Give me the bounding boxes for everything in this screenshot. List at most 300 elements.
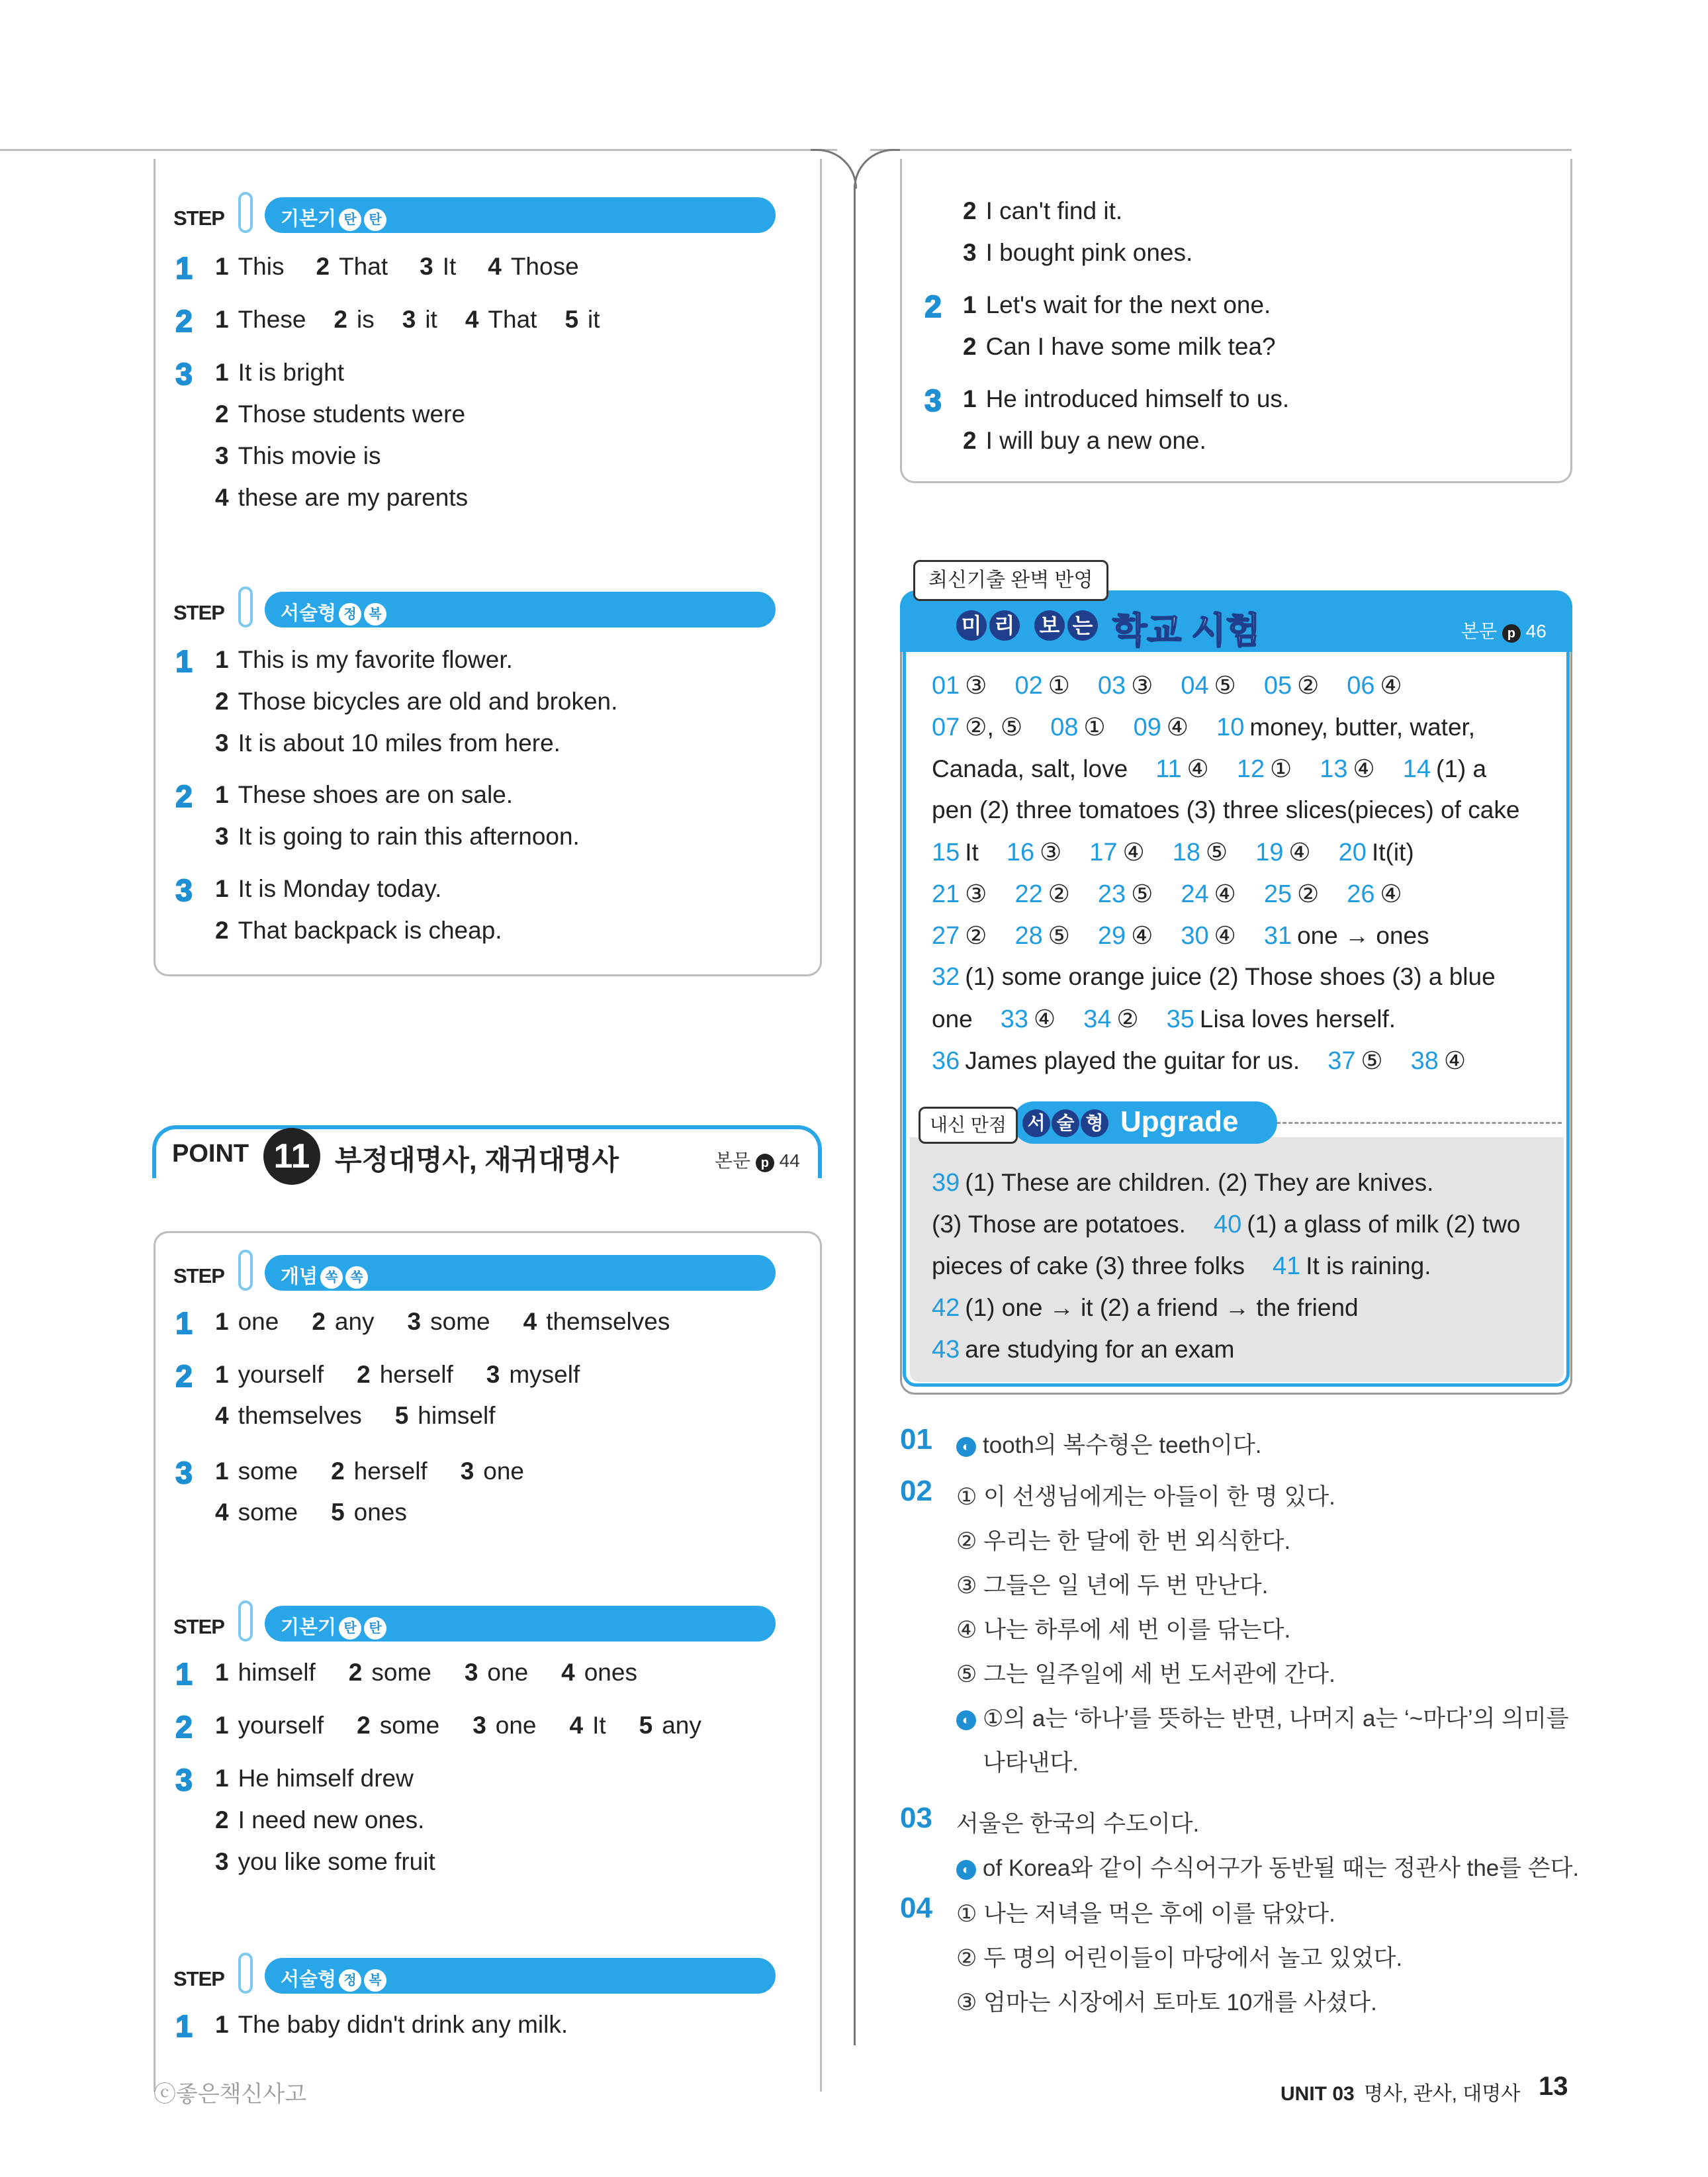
question-number: 02	[1014, 672, 1043, 700]
tip-icon: ◐	[956, 1437, 976, 1457]
answer-text: himself	[238, 1659, 316, 1686]
answer-value: (1) a glass of milk (2) two	[1247, 1211, 1521, 1238]
answer-text: He introduced himself to us.	[985, 385, 1290, 412]
tip-icon: ◐	[956, 1710, 976, 1730]
answer-cell	[932, 1047, 1300, 1074]
question-number: 39	[932, 1169, 960, 1197]
question-number: 11	[1155, 755, 1182, 783]
answer-row	[963, 197, 1151, 225]
answer-cell	[1014, 922, 1069, 949]
answer-row	[215, 1499, 440, 1526]
step-label: STEP	[173, 601, 224, 624]
explanation-text: ④ 나는 하루에 세 번 이를 닦는다.	[956, 1617, 1291, 1643]
answer-item	[215, 1458, 298, 1485]
question-number: 21	[932, 880, 960, 908]
answer-value: It is raining.	[1306, 1252, 1431, 1279]
answer-text: Let's wait for the next one.	[985, 291, 1271, 318]
answer-value: ①	[1048, 672, 1070, 699]
answer-value: ④	[1214, 880, 1236, 907]
answer-value: (1) These are children. (2) They are knives.	[965, 1169, 1434, 1196]
answer-text: themselves	[238, 1402, 362, 1429]
step-bar	[265, 592, 776, 627]
answer-cell	[1339, 839, 1414, 866]
answer-item	[963, 385, 1289, 412]
answer-text: one	[483, 1458, 525, 1485]
spine-curve-right	[854, 149, 900, 189]
answer-item	[215, 1765, 414, 1792]
answer-row	[215, 306, 628, 334]
question-number-badge: 2	[924, 289, 942, 324]
answer-number: 3	[472, 1712, 486, 1739]
answer-number: 3	[402, 306, 416, 333]
question-number: 38	[1410, 1047, 1439, 1075]
answer-value: ④	[1034, 1005, 1056, 1033]
answer-text: It is going to rain this afternoon.	[238, 823, 580, 850]
answer-text: That	[339, 253, 388, 280]
answer-text: some	[379, 1712, 440, 1739]
answer-text: The baby didn't drink any milk.	[238, 2011, 568, 2038]
answer-item	[357, 1361, 453, 1388]
answer-item	[486, 1361, 580, 1388]
step-title-badge: 정	[339, 603, 361, 625]
answer-text: Those students were	[238, 400, 466, 428]
answer-number: 5	[564, 306, 579, 333]
answer-number: 4	[488, 253, 502, 280]
answer-cell	[1214, 1211, 1521, 1238]
answer-number: 2	[215, 917, 229, 944]
answer-cell	[932, 796, 1519, 823]
answer-number: 1	[215, 1458, 229, 1485]
answer-cell	[1347, 672, 1402, 699]
answer-value: ③	[965, 672, 987, 699]
answer-row	[215, 823, 609, 851]
answer-item	[465, 306, 537, 333]
answer-line	[932, 796, 1547, 824]
step-title	[281, 598, 386, 625]
step-header	[173, 592, 777, 629]
answer-number: 4	[561, 1659, 575, 1686]
answer-number: 4	[215, 484, 229, 511]
explanation-line	[956, 1479, 1335, 1512]
answer-number: 1	[963, 291, 977, 318]
answer-row	[963, 385, 1318, 413]
answer-text: yourself	[238, 1712, 324, 1739]
question-number: 09	[1133, 714, 1161, 741]
spine-line	[854, 185, 856, 2045]
answer-value: ⑤	[1131, 880, 1153, 907]
answer-item	[215, 729, 561, 757]
page-ref-icon: p	[1502, 624, 1521, 643]
question-number: 34	[1083, 1005, 1112, 1033]
point-number: 11	[263, 1128, 320, 1185]
question-number: 18	[1172, 839, 1201, 866]
answer-text: I will buy a new one.	[985, 427, 1206, 454]
point-ref-page: 44	[779, 1150, 800, 1171]
step-header	[173, 1958, 777, 1995]
answer-cell	[1347, 880, 1402, 907]
answer-value: (1) a	[1436, 755, 1487, 782]
answer-item	[215, 1659, 316, 1686]
question-number-badge: 1	[175, 251, 193, 285]
question-number: 26	[1347, 880, 1375, 908]
answer-value: ②, ⑤	[965, 714, 1023, 741]
answer-item	[215, 823, 580, 850]
answer-line	[932, 1294, 1386, 1322]
answer-cell	[932, 1005, 973, 1033]
answer-number: 3	[486, 1361, 500, 1388]
answer-line	[932, 921, 1457, 950]
answer-cell	[1014, 672, 1069, 699]
point-title: 부정대명사, 재귀대명사	[335, 1144, 619, 1176]
answer-value: ④	[1443, 1047, 1466, 1074]
answer-value: (1) some orange juice (2) Those shoes (3) a blue	[965, 963, 1496, 990]
answer-number: 3	[420, 253, 433, 280]
question-number: 06	[1347, 672, 1375, 700]
answer-item	[215, 1308, 279, 1335]
explanation-line	[956, 1567, 1268, 1600]
explanation-text: ① 이 선생님에게는 아들이 한 명 있다.	[956, 1484, 1335, 1510]
answer-line	[932, 963, 1523, 992]
answer-number: 1	[215, 306, 229, 333]
answer-value: pen (2) three tomatoes (3) three slices(pieces) of cake	[932, 796, 1520, 823]
answer-cell	[1273, 1252, 1431, 1279]
point-banner	[152, 1125, 822, 1183]
question-number: 23	[1097, 880, 1126, 908]
answer-text: He himself drew	[238, 1765, 414, 1792]
answer-text: This is my favorite flower.	[238, 646, 513, 673]
answer-row	[215, 688, 647, 716]
answer-number: 1	[215, 253, 229, 280]
step-title	[281, 1965, 386, 1992]
answer-cell	[1411, 1047, 1466, 1074]
answer-text: these are my parents	[238, 484, 469, 511]
question-number: 05	[1263, 672, 1292, 700]
answer-line	[932, 1211, 1549, 1239]
answer-item	[215, 442, 381, 469]
answer-item	[215, 917, 502, 944]
answer-number: 2	[348, 1659, 363, 1686]
answer-value: ④	[1122, 839, 1145, 866]
footer-unit	[1281, 2077, 1520, 2106]
answer-text: any	[334, 1308, 375, 1335]
answer-item	[312, 1308, 374, 1335]
step-header	[173, 197, 777, 234]
answer-item	[215, 1712, 324, 1739]
question-number: 08	[1050, 714, 1079, 741]
exam-tag	[913, 560, 1108, 601]
question-number: 16	[1006, 839, 1035, 866]
answer-cell	[1007, 839, 1061, 866]
explanation-line	[956, 1427, 1262, 1460]
explanation-line	[956, 1940, 1402, 1973]
answer-text: It is bright	[238, 359, 344, 386]
answer-row	[215, 917, 531, 945]
answer-number: 2	[215, 688, 229, 715]
answer-item	[215, 781, 513, 808]
answer-text: This	[238, 253, 285, 280]
answer-number: 5	[639, 1712, 653, 1739]
answer-value: ②	[1048, 880, 1070, 907]
step-bar	[265, 1606, 776, 1642]
explanation-text: ① 나는 저녁을 먹은 후에 이를 닦았다.	[956, 1901, 1335, 1927]
answer-item	[331, 1458, 427, 1485]
answer-item	[215, 306, 306, 333]
answer-item	[215, 253, 284, 280]
step-title-text: 기본기	[281, 208, 337, 230]
answer-number: 2	[963, 197, 977, 224]
answer-item	[215, 1361, 324, 1388]
answer-value: James played the guitar for us.	[965, 1047, 1300, 1074]
question-number-badge: 2	[175, 1359, 193, 1393]
answer-number: 1	[215, 1308, 229, 1335]
answer-value: ⑤	[1361, 1047, 1383, 1074]
step-label: STEP	[173, 1967, 224, 1990]
answer-cell	[1098, 922, 1153, 949]
answer-row	[963, 291, 1300, 319]
answer-cell	[932, 1336, 1235, 1363]
answer-cell	[1089, 839, 1144, 866]
upgrade-char-badge: 서	[1022, 1109, 1050, 1137]
answer-cell	[1181, 880, 1236, 907]
explanation-line	[956, 1850, 1579, 1883]
question-number-badge: 2	[175, 779, 193, 813]
answer-cell	[1264, 880, 1319, 907]
step-header	[173, 1255, 777, 1292]
step-label: STEP	[173, 207, 224, 230]
question-number-badge: 2	[175, 304, 193, 338]
answer-row	[215, 1361, 613, 1389]
question-number-badge: 1	[175, 2009, 193, 2043]
answer-number: 1	[215, 359, 229, 386]
answer-value: ④	[1380, 672, 1402, 699]
answer-item	[215, 688, 617, 715]
explanation-number: 03	[900, 1802, 932, 1834]
question-number: 31	[1263, 922, 1292, 950]
answer-line	[932, 1252, 1459, 1281]
answer-cell	[932, 755, 1128, 782]
question-number: 15	[932, 839, 960, 866]
exam-title	[956, 596, 1261, 655]
answer-row	[215, 2011, 597, 2039]
question-number: 41	[1273, 1252, 1301, 1280]
answer-item	[349, 1659, 431, 1686]
answer-number: 1	[215, 2011, 229, 2038]
step-title-badge: 탄	[364, 208, 386, 231]
answer-item	[316, 253, 388, 280]
answer-text: That backpack is cheap.	[238, 917, 502, 944]
tip-icon: ◐	[956, 1860, 976, 1880]
answer-item	[215, 1806, 424, 1833]
answer-text: It	[592, 1712, 606, 1739]
upgrade-char-badge: 술	[1052, 1109, 1079, 1137]
question-number: 22	[1014, 880, 1043, 908]
answer-cell	[932, 672, 987, 699]
answer-cell	[1155, 755, 1209, 782]
answer-item	[963, 291, 1271, 318]
answer-number: 4	[569, 1712, 584, 1739]
answer-text: it	[425, 306, 437, 333]
answer-cell	[1216, 714, 1475, 741]
point-ref	[715, 1146, 800, 1173]
question-number: 20	[1338, 839, 1367, 866]
answer-row	[215, 781, 542, 809]
answer-value: Canada, salt, love	[932, 755, 1128, 782]
answer-item	[523, 1308, 670, 1335]
question-number-badge: 1	[175, 644, 193, 678]
answer-row	[215, 646, 542, 674]
explanation-line	[956, 1523, 1290, 1556]
answer-cell	[1134, 714, 1189, 741]
answer-value: ④	[1353, 755, 1375, 782]
title-char-badge: 리	[989, 610, 1020, 641]
explanation-line	[956, 1896, 1335, 1929]
answer-row	[215, 1712, 735, 1739]
answer-cell	[932, 922, 987, 949]
answer-number: 5	[331, 1499, 345, 1526]
question-number: 10	[1216, 714, 1245, 741]
explanation-text: ①의 a는 ‘하나’를 뜻하는 반면, 나머지 a는 ‘~마다’의 의미를	[983, 1706, 1569, 1732]
step-bar	[265, 1255, 776, 1291]
step-title-text: 기본기	[281, 1617, 337, 1638]
answer-item	[963, 333, 1276, 360]
answer-item	[402, 306, 437, 333]
answer-value: ④	[1131, 922, 1153, 949]
answer-text: ones	[584, 1659, 637, 1686]
answer-row	[215, 1458, 557, 1485]
answer-text: These	[238, 306, 306, 333]
exam-ref-page: 46	[1525, 621, 1547, 641]
answer-row	[215, 1659, 670, 1687]
answer-text: It is about 10 miles from here.	[238, 729, 561, 757]
answer-text: some	[371, 1659, 431, 1686]
answer-value: ②	[1297, 672, 1320, 699]
answer-cell	[1173, 839, 1228, 866]
step-header	[173, 1606, 777, 1643]
point-label: POINT	[172, 1140, 249, 1168]
answer-value: ⑤	[1048, 922, 1070, 949]
answer-text: herself	[353, 1458, 427, 1485]
answer-line	[932, 880, 1430, 909]
answer-number: 2	[331, 1458, 345, 1485]
answer-item	[215, 1402, 362, 1429]
answer-item	[570, 1712, 606, 1739]
answer-text: Can I have some milk tea?	[985, 333, 1276, 360]
answer-value: (3) Those are potatoes.	[932, 1211, 1186, 1238]
answer-number: 4	[215, 1402, 229, 1429]
answer-text: is	[357, 306, 375, 333]
answer-item	[408, 1308, 490, 1335]
explanation-text: ⑤ 그는 일주일에 세 번 도서관에 간다.	[956, 1661, 1335, 1687]
answer-number: 3	[215, 1848, 229, 1875]
paperclip-icon	[238, 1953, 253, 1994]
answer-number: 1	[215, 1361, 229, 1388]
question-number: 24	[1181, 880, 1209, 908]
question-number: 03	[1097, 672, 1126, 700]
answer-value: one	[932, 1005, 973, 1033]
question-number: 32	[932, 963, 960, 991]
footer-publisher: ⓒ좋은책신사고	[154, 2082, 307, 2107]
answer-text: any	[662, 1712, 701, 1739]
answer-number: 3	[460, 1458, 474, 1485]
question-number-badge: 2	[175, 1710, 193, 1744]
question-number: 13	[1320, 755, 1348, 783]
answer-item	[357, 1712, 439, 1739]
answer-number: 4	[215, 1499, 229, 1526]
answer-text: It is Monday today.	[238, 875, 442, 902]
answer-text: I need new ones.	[238, 1806, 425, 1833]
explanation-text: ③ 그들은 일 년에 두 번 만난다.	[956, 1573, 1269, 1598]
answer-text: it	[588, 306, 600, 333]
answer-value: ④	[1187, 755, 1209, 782]
answer-row	[215, 875, 471, 903]
answer-row	[215, 359, 373, 387]
answer-cell	[1050, 714, 1105, 741]
answer-item	[963, 427, 1206, 454]
answer-number: 1	[215, 875, 229, 902]
answer-cell	[932, 714, 1022, 741]
step-title-badge: 탄	[364, 1617, 386, 1640]
answer-item	[963, 197, 1122, 224]
question-number-badge: 3	[175, 1456, 193, 1490]
explanation-text: tooth의 복수형은 teeth이다.	[983, 1432, 1262, 1458]
step-title-text: 서술형	[281, 1969, 337, 1990]
answer-cell	[1001, 1005, 1056, 1033]
answer-row	[215, 729, 590, 757]
footer-unit-label: UNIT 03	[1281, 2083, 1355, 2105]
step-title-badge: 정	[339, 1969, 361, 1992]
answer-number: 1	[215, 781, 229, 808]
question-number: 33	[1000, 1005, 1029, 1033]
answer-number: 2	[215, 1806, 229, 1833]
question-number: 37	[1327, 1047, 1356, 1075]
question-number-badge: 3	[175, 357, 193, 391]
exam-title-text: 학교 시험	[1112, 611, 1261, 651]
answer-row	[963, 239, 1222, 267]
answer-text: This movie is	[238, 442, 381, 469]
point-ref-label: 본문	[715, 1150, 751, 1171]
answer-text: That	[488, 306, 537, 333]
upgrade-char-badge: 형	[1081, 1109, 1108, 1137]
answer-item	[639, 1712, 701, 1739]
step-title-text: 서술형	[281, 603, 337, 624]
question-number-badge: 3	[175, 1763, 193, 1797]
answer-value: pieces of cake (3) three folks	[932, 1252, 1245, 1279]
title-char-badge: 미	[956, 610, 987, 641]
top-rule-left	[0, 149, 837, 151]
answer-row	[215, 1848, 465, 1876]
paperclip-icon	[238, 192, 253, 233]
answer-cell	[1014, 880, 1069, 907]
answer-text: I can't find it.	[985, 197, 1123, 224]
answer-cell	[1327, 1047, 1382, 1074]
answer-value: ①	[1270, 755, 1292, 782]
answer-line	[932, 1169, 1461, 1197]
answer-value: Lisa loves herself.	[1199, 1005, 1396, 1033]
answer-text: yourself	[238, 1361, 324, 1388]
explanation-text: 서울은 한국의 수도이다.	[956, 1811, 1200, 1837]
answer-row	[215, 1806, 453, 1834]
upgrade-title-text: Upgrade	[1120, 1105, 1239, 1138]
answer-value: are studying for an exam	[965, 1336, 1235, 1363]
answer-line	[932, 838, 1442, 867]
question-number: 43	[932, 1336, 960, 1364]
answer-item	[488, 253, 578, 280]
question-number: 27	[932, 922, 960, 950]
answer-value: ④	[1166, 714, 1189, 741]
explanation-text: ② 우리는 한 달에 한 번 외식한다.	[956, 1528, 1291, 1554]
top-rule-right	[870, 149, 1572, 151]
step-title-badge: 쏙	[320, 1266, 343, 1289]
